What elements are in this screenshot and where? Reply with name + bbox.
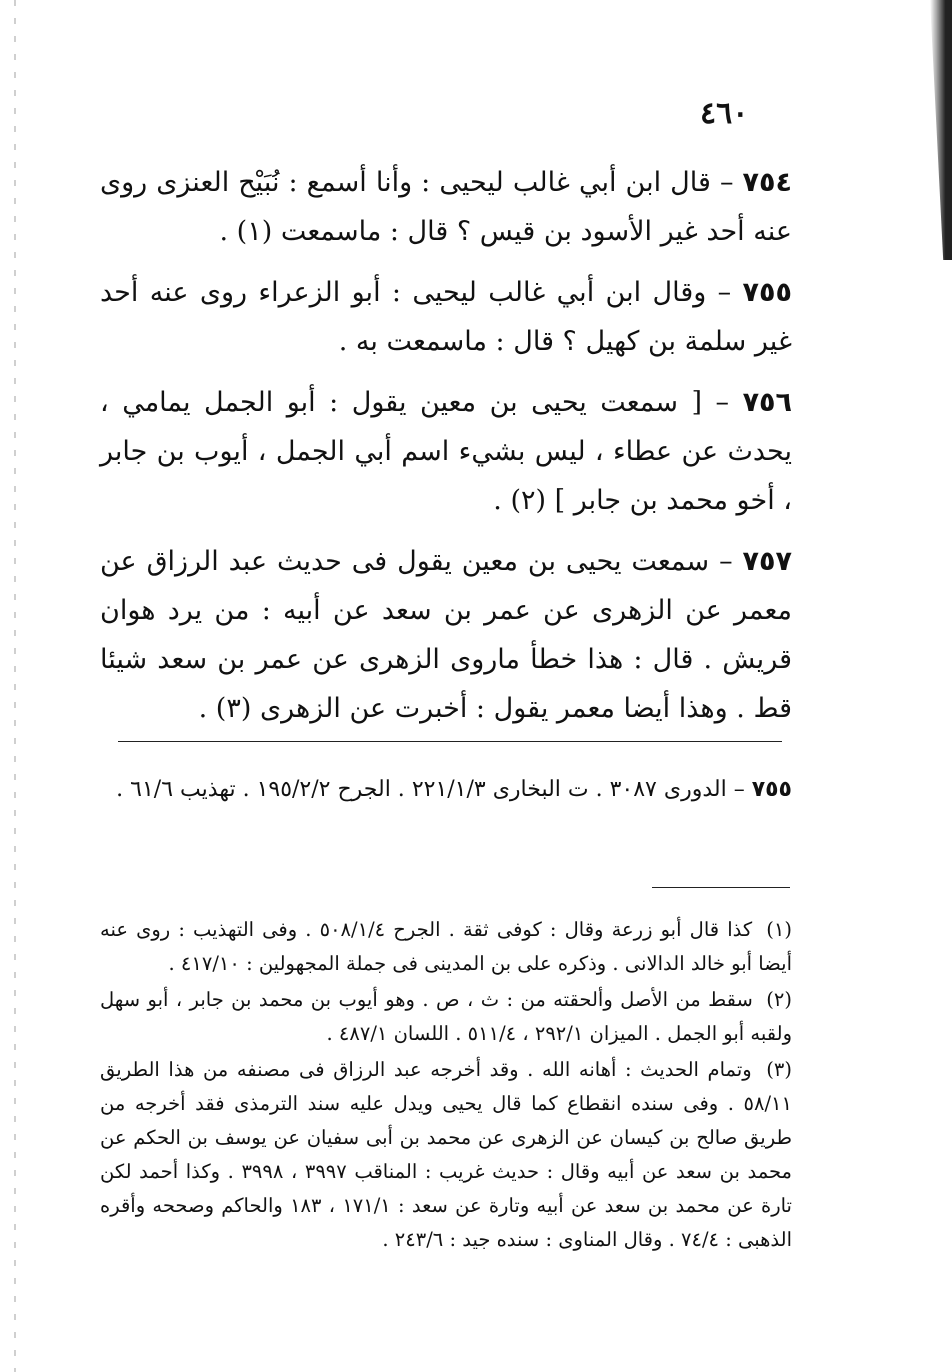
footnote-1 [100, 913, 792, 981]
entry-755 [100, 268, 792, 366]
entry-number: ٧٥٦ [742, 387, 793, 418]
entry-dash: – [710, 167, 734, 198]
scan-edge-left [14, 0, 16, 1372]
entry-text: قال ابن أبي غالب ليحيى : وأنا أسمع : نُبَيْح العنزى روى عنه أحد غير الأسود بن قيس ؟ قال : ماسمعت (١) . [100, 167, 792, 247]
entry-dash: – [709, 546, 733, 577]
footnote-marker: (٢) [766, 988, 792, 1011]
footnote-marker: (١) [766, 918, 792, 941]
page-number: ٤٦٠ [700, 96, 749, 131]
main-divider [118, 741, 782, 742]
footnote-divider [652, 887, 790, 888]
entry-text: [ سمعت يحيى بن معين يقول : أبو الجمل يمامي ، يحدث عن عطاء ، ليس بشيء اسم أبي الجمل ، أيوب بن جابر ، أخو محمد بن جابر ] (٢) . [100, 387, 792, 516]
entry-757 [100, 537, 792, 733]
source-number: ٧٥٥ [751, 777, 792, 802]
entry-756 [100, 378, 792, 525]
footnote-3 [100, 1053, 792, 1257]
source-text: الدورى ٣٠٨٧ . ت البخارى ٢٢١/١/٣ . الجرح ١٩٥/٢/٢ . تهذيب ٦١/٦ . [116, 777, 727, 802]
source-note-755 [100, 770, 792, 810]
entry-dash: – [702, 387, 730, 418]
footnote-text: وتمام الحديث : أهانه الله . وقد أخرجه عبد الرزاق فى مصنفه من هذا الطريق ٥٨/١١ . وفى سنده انقطاع كما قال يحيى ويدل عليه سند الترمذى فقد أخرجه من طريق صالح بن كيسان عن الزهرى عن محمد بن أبى سفيان عن يوسف بن الحكم عن محمد بن سعد عن أبيه وقال : حديث غريب : المناقب ٣٩٩٧ ، ٣٩٩٨ . وكذا أحمد لكن تارة عن محمد بن سعد عن أبيه وتارة عن سعد : ١٧١/١ ، ١٨٣ والحاكم وصححه وأقره الذهبى : ٧٤/٤ . وقال المناوى : سنده جيد : ٢٤٣/٦ . [100, 1058, 792, 1251]
main-text [100, 158, 792, 745]
footnote-text: سقط من الأصل وألحقته من : ث ، ص . وهو أيوب بن محمد بن جابر ، أبو سهل ولقبه أبو الجمل . الميزان ٢٩٢/١ ، ٥١١/٤ . اللسان ٤٨٧/١ . [100, 988, 792, 1045]
entry-text: وقال ابن أبي غالب ليحيى : أبو الزعراء روى عنه أحد غير سلمة بن كهيل ؟ قال : ماسمعت به . [100, 277, 792, 357]
footnotes [100, 913, 792, 1259]
entry-text: سمعت يحيى بن معين يقول فى حديث عبد الرزاق عن معمر عن الزهرى عن عمر بن سعد عن أبيه : من يرد هوان قريش . قال : هذا خطأ ماروى الزهرى عن عمر بن سعد شيئا قط . وهذا أيضا معمر يقول : أخبرت عن الزهرى (٣) . [100, 546, 792, 724]
entry-754 [100, 158, 792, 256]
entry-number: ٧٥٧ [742, 546, 792, 577]
scan-edge-right [930, 0, 952, 260]
entry-dash: – [706, 277, 732, 308]
footnote-2 [100, 983, 792, 1051]
entry-number: ٧٥٤ [742, 167, 792, 198]
footnote-text: كذا قال أبو زرعة وقال : كوفى ثقة . الجرح ٥٠٨/١/٤ . وفى التهذيب : روى عنه أيضا أبو خالد الدالانى . وذكره على بن المدينى فى جملة المجهولين : ٤١٧/١٠ . [100, 918, 792, 975]
entry-number: ٧٥٥ [742, 277, 792, 308]
footnote-marker: (٣) [766, 1058, 792, 1081]
source-dash: – [726, 777, 745, 802]
